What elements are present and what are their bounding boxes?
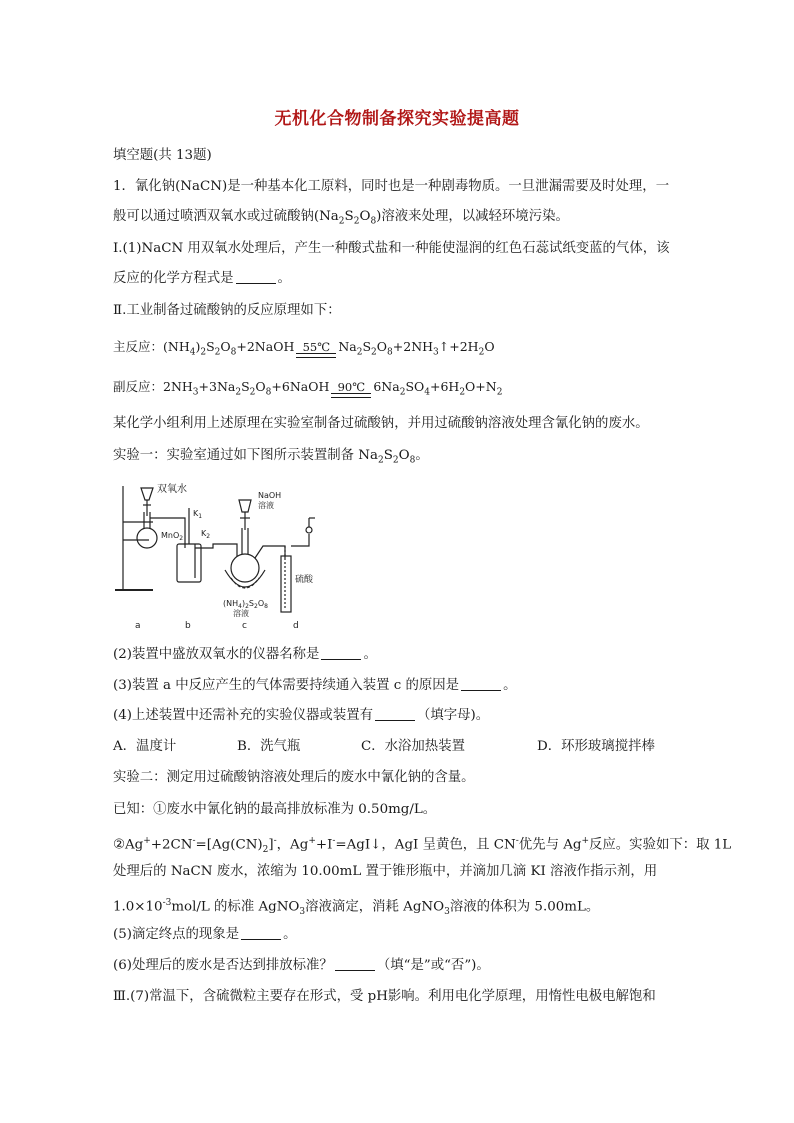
label-naoh-soln: 溶液	[258, 501, 274, 510]
known-3: 处理后的 NaCN 废水，浓缩为 10.00mL 置于锥形瓶中，并滴加几滴 KI 溶液作指示剂，用	[113, 864, 658, 879]
answer-blank	[461, 676, 501, 691]
q1-intro-line2: 般可以通过喷洒双氧水或过硫酸钠$(Na_2S_2O_8)$溶液来处理，以减轻环境污染。	[113, 209, 569, 227]
funnel-c	[239, 500, 251, 512]
label-sulfuric-acid: 硫酸	[295, 575, 314, 585]
known-4: $1.0\times 10^{-3}mol/L$ 的标准 AgNO$_3$溶液滴定，消耗 AgNO$_3$溶液的体积为 5.00mL。	[113, 898, 600, 918]
answer-blank	[241, 925, 281, 940]
label-salt: $(NH_4)_2S_2O_8$	[223, 599, 268, 610]
part1-q1-line1: I.(1)NaCN 用双氧水处理后，产生一种酸式盐和一种能使湿润的红色石蕊试纸变蓝的气体，该	[113, 241, 670, 256]
group-intro: 某化学小组利用上述原理在实验室制备过硫酸钠，并用过硫酸钠溶液处理含氰化钠的废水。	[113, 416, 649, 431]
label-k1: $K_1$	[193, 509, 203, 520]
experiment1-heading: 实验一：实验室通过如下图所示装置制备 $Na_2S_2O_8$。	[113, 448, 429, 466]
question-2: (2)装置中盛放双氧水的仪器名称是 。	[113, 647, 377, 662]
page-title: 无机化合物制备探究实验提高题	[274, 109, 520, 129]
separatory-funnel	[141, 488, 153, 500]
option-b: B．洗气瓶	[237, 739, 301, 754]
part2-heading: Ⅱ.工业制备过硫酸钠的反应原理如下：	[113, 303, 341, 318]
label-h2o2: 双氧水	[157, 484, 187, 495]
answer-blank	[375, 706, 415, 721]
three-neck-flask-c	[231, 554, 259, 582]
answer-blank	[321, 645, 361, 660]
side-reaction: 副反应：$2NH_3+3Na_2S_2O_8+6NaOH$ 90℃ $6Na_2SO_4+6H_2O+N_2$	[113, 379, 503, 398]
q1-intro-line1: 1．氰化钠(NaCN)是一种基本化工原料，同时也是一种剧毒物质。一旦泄漏需要及时处理，一	[113, 179, 670, 194]
water-bath	[225, 570, 265, 587]
label-a: a	[135, 621, 141, 631]
option-a: A．温度计	[113, 739, 177, 754]
question-7: Ⅲ.(7)常温下，含硫微粒主要存在形式，受 pH影响。利用电化学原理，用惰性电极电解饱和	[113, 989, 656, 1004]
option-c: C．水浴加热装置	[361, 739, 465, 754]
label-b: b	[185, 621, 191, 631]
question-6: (6)处理后的废水是否达到排放标准？ （填“是”或“否”)。	[113, 958, 490, 973]
reaction-condition: 55℃	[296, 341, 336, 358]
known-1: 已知：①废水中氰化钠的最高排放标准为 0.50mg/L。	[113, 802, 437, 817]
option-d: D．环形玻璃搅拌棒	[537, 739, 655, 754]
question-3: (3)装置 a 中反应产生的气体需要持续通入装置 c 的原因是 。	[113, 678, 517, 693]
flask-a	[137, 528, 157, 548]
reaction-condition: 90℃	[331, 381, 371, 398]
apparatus-diagram	[113, 478, 333, 633]
bottle-b	[177, 544, 201, 582]
options-row	[113, 737, 688, 757]
experiment2-heading: 实验二：测定用过硫酸钠溶液处理后的废水中氰化钠的含量。	[113, 770, 475, 785]
label-k2: $K_2$	[201, 529, 211, 540]
label-d: d	[293, 621, 299, 631]
part1-q1-line2: 反应的化学方程式是 。	[113, 271, 291, 286]
main-reaction: 主反应：$(NH_4)_2S_2O_8+2NaOH$ 55℃ $Na_2S_2O_8+2NH_3↑+2H_2O$	[113, 339, 495, 358]
answer-blank	[236, 269, 276, 284]
question-5: (5)滴定终点的现象是 。	[113, 927, 297, 942]
test-tube-d	[281, 556, 291, 612]
known-2: $②Ag^++2CN^-=[Ag(CN)_2]^-$，Ag++I-=AgI↓，AgI 呈黄色，且 CN-优先与 Ag+反应。实验如下：取 1L	[113, 836, 732, 856]
question-4: (4)上述装置中还需补充的实验仪器或装置有 （填字母)。	[113, 708, 490, 723]
label-c: c	[242, 621, 247, 631]
section-heading: 填空题(共 13题)	[113, 148, 212, 163]
label-naoh: NaOH	[258, 491, 282, 500]
label-salt-soln: 溶液	[233, 609, 249, 618]
answer-blank	[335, 956, 375, 971]
label-mno2: MnO$_2$	[161, 531, 184, 542]
